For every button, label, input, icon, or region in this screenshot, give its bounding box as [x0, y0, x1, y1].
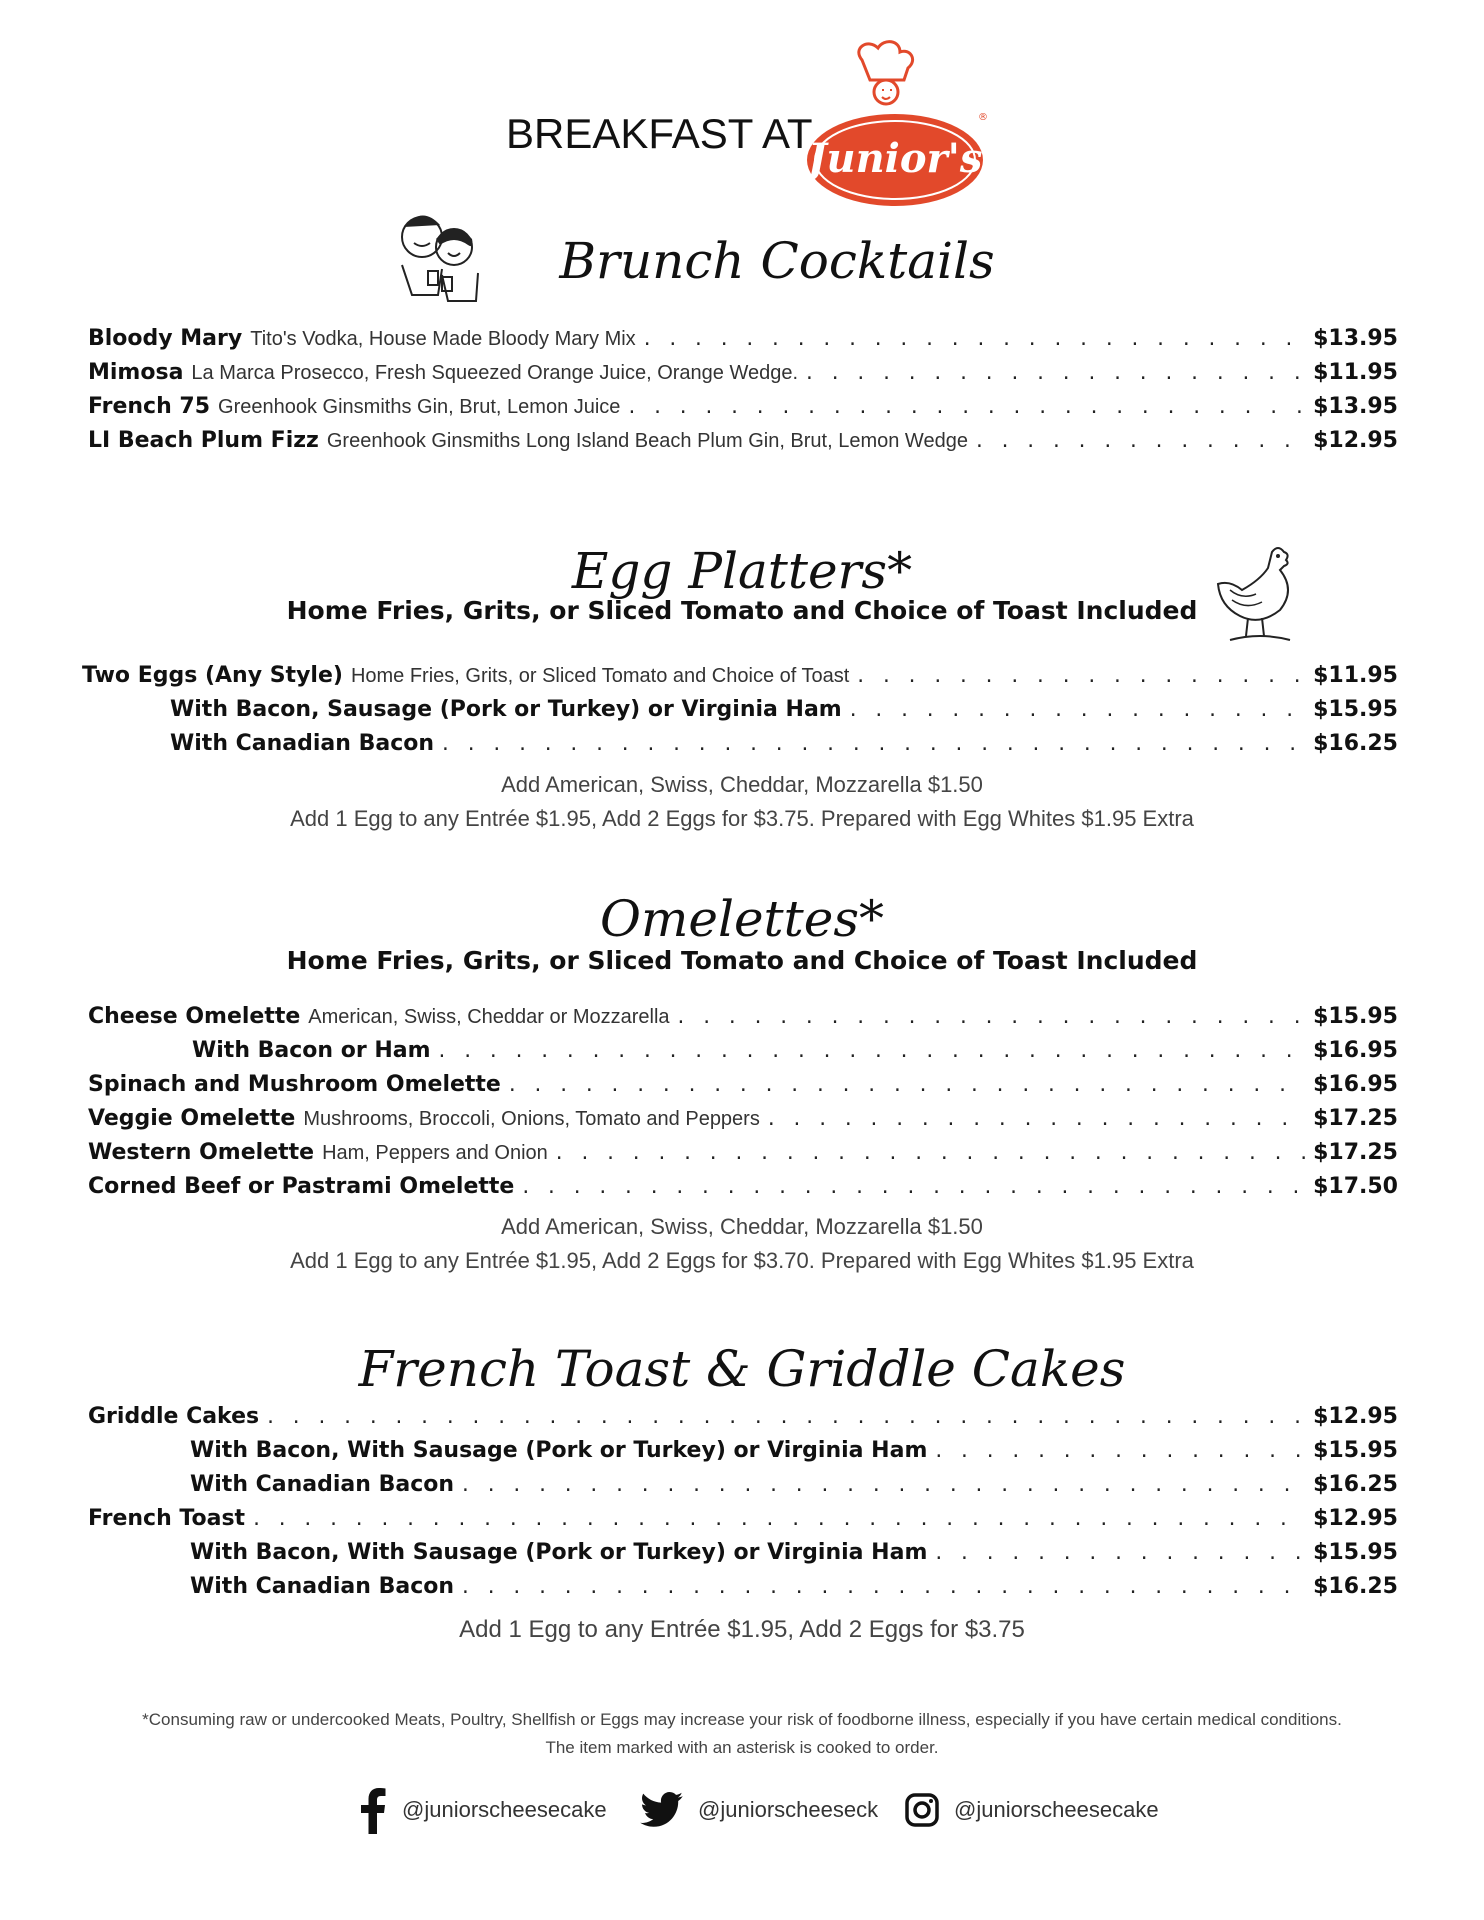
leader-dots [520, 1177, 1307, 1198]
leader-dots [933, 1441, 1307, 1462]
menu-item [88, 1174, 1398, 1208]
item-price: $11.95 [1313, 360, 1398, 385]
item-price: $11.95 [1313, 663, 1398, 688]
menu-item [190, 1438, 1398, 1472]
item-name: Cheese Omelette [88, 1004, 301, 1029]
item-price: $12.95 [1313, 428, 1398, 453]
leader-dots [460, 1577, 1307, 1598]
item-price: $16.95 [1313, 1038, 1398, 1063]
section-subtitle-egg-platters: Home Fries, Grits, or Sliced Tomato and Choice of Toast Included [286, 596, 1198, 625]
item-name: With Bacon, Sausage (Pork or Turkey) or Virginia Ham [170, 697, 842, 722]
social-instagram[interactable] [904, 1780, 1159, 1840]
section-title-griddle: French Toast & Griddle Cakes [358, 1340, 1126, 1398]
menu-item [88, 1404, 1398, 1438]
item-price: $12.95 [1313, 1404, 1398, 1429]
social-handle: @juniorscheeseck [698, 1797, 879, 1822]
svg-text:®: ® [978, 112, 988, 123]
item-name: Two Eggs (Any Style) [82, 663, 343, 688]
item-name: With Canadian Bacon [190, 1472, 455, 1497]
menu-item [170, 731, 1398, 765]
leader-dots [848, 700, 1307, 721]
menu-item [82, 663, 1398, 697]
leader-dots [676, 1007, 1308, 1028]
item-name: With Canadian Bacon [170, 731, 435, 756]
item-price: $17.25 [1313, 1106, 1398, 1131]
item-price: $13.95 [1313, 326, 1398, 351]
item-price: $12.95 [1313, 1506, 1398, 1531]
social-links [0, 1780, 1484, 1840]
leader-dots [642, 329, 1307, 350]
item-name: With Canadian Bacon [190, 1574, 455, 1599]
leader-dots [460, 1475, 1307, 1496]
item-description: Home Fries, Grits, or Sliced Tomato and Choice of Toast [350, 665, 850, 687]
leader-dots [766, 1109, 1307, 1130]
item-description: American, Swiss, Cheddar or Mozzarella [308, 1006, 670, 1028]
section-title-omelettes: Omelettes* [599, 890, 884, 948]
social-facebook[interactable] [358, 1780, 607, 1840]
item-name: With Bacon, With Sausage (Pork or Turkey) or Virginia Ham [190, 1540, 928, 1565]
item-description: Mushrooms, Broccoli, Onions, Tomato and Peppers [303, 1108, 760, 1130]
menu-item [190, 1574, 1398, 1608]
egg-platters-note-cheese: Add American, Swiss, Cheddar, Mozzarella $1.50 [501, 772, 983, 797]
menu-item [88, 360, 1398, 394]
header-title: BREAKFAST AT [506, 110, 813, 157]
menu-item [88, 1106, 1398, 1140]
leader-dots [974, 431, 1307, 452]
item-name: Mimosa [88, 360, 184, 385]
header [0, 40, 1484, 210]
leader-dots [440, 734, 1307, 755]
leader-dots [265, 1407, 1307, 1428]
disclaimer-line-2: The item marked with an asterisk is cooked to order. [545, 1738, 939, 1757]
egg-platters-note-extras: Add 1 Egg to any Entrée $1.95, Add 2 Eggs for $3.75. Prepared with Egg Whites $1.95 Extra [290, 806, 1194, 831]
item-name: Spinach and Mushroom Omelette [88, 1072, 501, 1097]
item-name: French 75 [88, 394, 211, 419]
social-handle: @juniorscheesecake [402, 1797, 607, 1822]
item-name: Veggie Omelette [88, 1106, 296, 1131]
griddle-note-extras: Add 1 Egg to any Entrée $1.95, Add 2 Eggs for $3.75 [459, 1616, 1025, 1643]
twitter-icon [640, 1792, 684, 1828]
leader-dots [251, 1509, 1307, 1530]
facebook-icon [358, 1786, 388, 1834]
item-price: $17.25 [1313, 1140, 1398, 1165]
item-description: Greenhook Ginsmiths Gin, Brut, Lemon Juice [218, 396, 621, 418]
social-handle: @juniorscheesecake [954, 1797, 1159, 1822]
menu-item [88, 1506, 1398, 1540]
menu-item [190, 1540, 1398, 1574]
leader-dots [804, 363, 1307, 384]
item-name: With Bacon or Ham [192, 1038, 431, 1063]
leader-dots [437, 1041, 1308, 1062]
item-price: $16.25 [1313, 1472, 1398, 1497]
section-title-cocktails: Brunch Cocktails [559, 232, 995, 290]
item-price: $15.95 [1313, 697, 1398, 722]
leader-dots [855, 666, 1307, 687]
section-subtitle-omelettes: Home Fries, Grits, or Sliced Tomato and Choice of Toast Included [286, 946, 1198, 975]
menu-item [192, 1038, 1398, 1072]
item-name: Bloody Mary [88, 326, 243, 351]
section-title-egg-platters: Egg Platters* [571, 542, 913, 600]
omelettes-note-extras: Add 1 Egg to any Entrée $1.95, Add 2 Eggs for $3.70. Prepared with Egg Whites $1.95 Extra [290, 1248, 1194, 1273]
item-price: $15.95 [1313, 1540, 1398, 1565]
item-price: $17.50 [1313, 1174, 1398, 1199]
social-twitter[interactable] [640, 1780, 878, 1840]
item-name: LI Beach Plum Fizz [88, 428, 319, 453]
menu-item [170, 697, 1398, 731]
juniors-logo [800, 40, 990, 210]
disclaimer-line-1: *Consuming raw or undercooked Meats, Poultry, Shellfish or Eggs may increase your risk of foodborne illness, especially if you have certain medical conditions. [142, 1710, 1342, 1729]
item-price: $16.95 [1313, 1072, 1398, 1097]
menu-item [88, 1140, 1398, 1174]
item-price: $15.95 [1313, 1004, 1398, 1029]
item-name: Griddle Cakes [88, 1404, 260, 1429]
menu-item [88, 1004, 1398, 1038]
menu-item [88, 1072, 1398, 1106]
leader-dots [626, 397, 1307, 418]
logo-text: Junior's [807, 135, 983, 182]
instagram-icon [904, 1792, 940, 1828]
chicken-illustration [1210, 540, 1300, 650]
item-name: With Bacon, With Sausage (Pork or Turkey) or Virginia Ham [190, 1438, 928, 1463]
menu-item [88, 428, 1398, 462]
leader-dots [554, 1143, 1307, 1164]
menu-item [88, 394, 1398, 428]
item-price: $16.25 [1313, 731, 1398, 756]
item-price: $15.95 [1313, 1438, 1398, 1463]
menu-item [88, 326, 1398, 360]
leader-dots [933, 1543, 1307, 1564]
item-description: La Marca Prosecco, Fresh Squeezed Orange Juice, Orange Wedge. [191, 362, 799, 384]
item-description: Tito's Vodka, House Made Bloody Mary Mix [250, 328, 636, 350]
leader-dots [507, 1075, 1307, 1096]
item-price: $13.95 [1313, 394, 1398, 419]
menu-item [190, 1472, 1398, 1506]
item-name: Western Omelette [88, 1140, 315, 1165]
item-name: French Toast [88, 1506, 246, 1531]
item-description: Greenhook Ginsmiths Long Island Beach Plum Gin, Brut, Lemon Wedge [326, 430, 968, 452]
item-price: $16.25 [1313, 1574, 1398, 1599]
omelettes-note-cheese: Add American, Swiss, Cheddar, Mozzarella $1.50 [501, 1214, 983, 1239]
item-description: Ham, Peppers and Onion [322, 1142, 548, 1164]
item-name: Corned Beef or Pastrami Omelette [88, 1174, 515, 1199]
